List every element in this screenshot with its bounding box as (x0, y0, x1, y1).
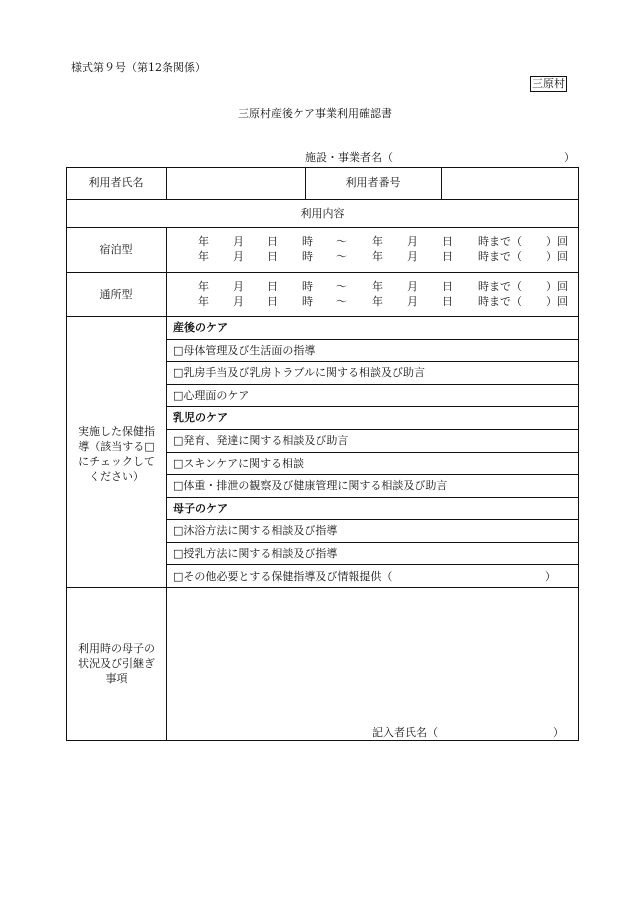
recorder-name-close-paren: ） (553, 726, 564, 739)
count-suffix: ）回 (546, 250, 568, 263)
year-unit: 年 (198, 295, 209, 308)
table-rule (166, 361, 579, 362)
table-rule (66, 316, 579, 317)
month-unit: 月 (407, 295, 418, 308)
checkbox-bathing[interactable]: □沐浴方法に関する相談及び指導 (173, 524, 338, 537)
infant-care-heading: 乳児のケア (173, 411, 228, 424)
mother-child-care-heading: 母子のケア (173, 502, 228, 515)
user-name-label: 利用者氏名 (88, 176, 144, 189)
day-schedule-row-1 (0, 280, 630, 294)
status-label-line: 利用時の母子の (78, 642, 155, 655)
guidance-label (70, 424, 163, 484)
month-unit: 月 (407, 280, 418, 293)
month-unit: 月 (233, 280, 244, 293)
status-label-line: 事項 (105, 672, 128, 685)
hour-unit: 時 (302, 295, 313, 308)
guidance-label-line: 実施した保健指 (78, 425, 155, 438)
table-rule (166, 339, 579, 340)
day-unit: 日 (442, 295, 453, 308)
table-rule (166, 429, 579, 430)
count-suffix: ）回 (546, 280, 568, 293)
stay-type-label: 宿泊型 (99, 243, 133, 256)
month-unit: 月 (407, 250, 418, 263)
status-label-line: 状況及び引継ぎ (78, 657, 155, 670)
day-unit: 日 (267, 280, 278, 293)
document-title: 三原村産後ケア事業利用確認書 (238, 107, 392, 120)
other-guidance-close-paren: ） (545, 570, 556, 583)
month-unit: 月 (407, 235, 418, 248)
user-name-field[interactable] (167, 168, 304, 199)
day-type-label: 通所型 (99, 288, 133, 301)
village-stamp: 三原村 (532, 77, 565, 90)
guidance-label-line: 導（該当する□ (78, 440, 155, 453)
day-unit: 日 (267, 250, 278, 263)
table-rule (166, 542, 579, 543)
checkbox-breast-care[interactable]: □乳房手当及び乳房トラブルに関する相談及び助言 (173, 366, 425, 379)
facility-name-label: 施設・事業者名（ (305, 151, 393, 164)
user-number-field[interactable] (442, 168, 578, 199)
table-rule (166, 384, 579, 385)
day-unit: 日 (442, 250, 453, 263)
table-rule (166, 474, 579, 475)
day-unit: 日 (442, 235, 453, 248)
stay-schedule-row-2 (0, 250, 630, 264)
table-rule (66, 199, 579, 200)
count-suffix: ）回 (546, 295, 568, 308)
status-handover-field[interactable] (167, 588, 578, 720)
checkbox-breastfeeding[interactable]: □授乳方法に関する相談及び指導 (173, 547, 338, 560)
table-rule (66, 272, 579, 273)
year-unit: 年 (198, 235, 209, 248)
until-hour-label: 時まで（ (478, 235, 522, 248)
day-unit: 日 (442, 280, 453, 293)
year-unit: 年 (372, 235, 383, 248)
checkbox-psychological-care[interactable]: □心理面のケア (173, 389, 250, 402)
recorder-name-label: 記入者氏名（ (372, 726, 438, 739)
table-rule (66, 740, 579, 741)
status-handover-label (70, 641, 163, 686)
table-rule (166, 564, 579, 565)
table-rule (166, 497, 579, 498)
table-rule (166, 452, 579, 453)
year-unit: 年 (198, 250, 209, 263)
day-unit: 日 (267, 235, 278, 248)
usage-section-label: 利用内容 (300, 207, 345, 220)
tilde: ～ (336, 280, 347, 293)
month-unit: 月 (233, 250, 244, 263)
checkbox-weight-excretion[interactable]: □体重・排泄の観察及び健康管理に関する相談及び助言 (173, 479, 448, 492)
guidance-label-line: にチェックして (78, 455, 155, 468)
count-suffix: ）回 (546, 235, 568, 248)
checkbox-maternal-management[interactable]: □母体管理及び生活面の指導 (173, 344, 316, 357)
checkbox-other-guidance[interactable]: □その他必要とする保健指導及び情報提供（ (173, 570, 393, 583)
checkbox-skin-care[interactable]: □スキンケアに関する相談 (173, 457, 305, 470)
table-rule (166, 406, 579, 407)
user-number-label: 利用者番号 (345, 176, 401, 189)
tilde: ～ (336, 235, 347, 248)
hour-unit: 時 (302, 280, 313, 293)
stay-schedule-row-1 (0, 235, 630, 249)
year-unit: 年 (372, 280, 383, 293)
year-unit: 年 (372, 295, 383, 308)
table-rule (66, 227, 579, 228)
until-hour-label: 時まで（ (478, 250, 522, 263)
until-hour-label: 時まで（ (478, 295, 522, 308)
month-unit: 月 (233, 295, 244, 308)
tilde: ～ (336, 295, 347, 308)
postpartum-care-heading: 産後のケア (173, 321, 228, 334)
tilde: ～ (336, 250, 347, 263)
day-unit: 日 (267, 295, 278, 308)
year-unit: 年 (198, 280, 209, 293)
table-rule (166, 519, 579, 520)
year-unit: 年 (372, 250, 383, 263)
month-unit: 月 (233, 235, 244, 248)
checkbox-growth-development[interactable]: □発育、発達に関する相談及び助言 (173, 434, 349, 447)
guidance-label-line: ください） (89, 470, 144, 483)
hour-unit: 時 (302, 235, 313, 248)
hour-unit: 時 (302, 250, 313, 263)
until-hour-label: 時まで（ (478, 280, 522, 293)
day-schedule-row-2 (0, 295, 630, 309)
form-number: 様式第９号（第12条関係） (71, 61, 206, 74)
facility-name-close-paren: ） (564, 151, 575, 164)
recorder-name-line (372, 726, 564, 740)
